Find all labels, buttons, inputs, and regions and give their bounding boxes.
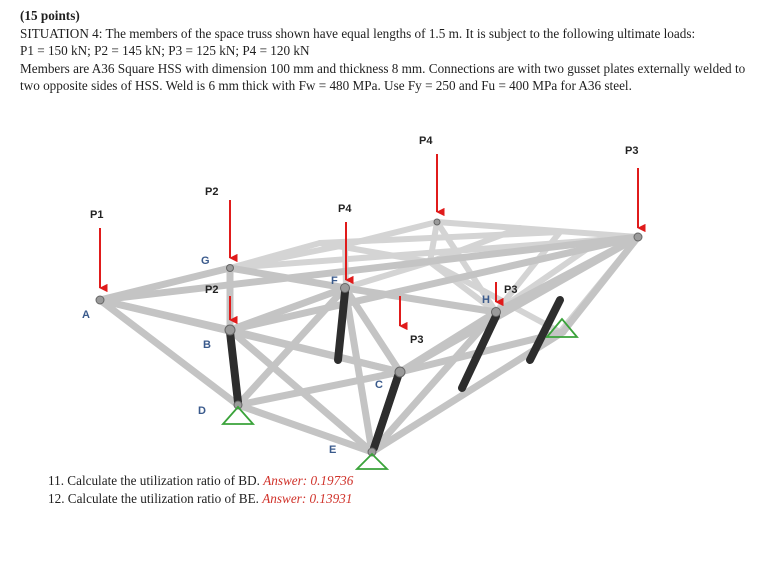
label-p4-right: P4: [419, 135, 433, 147]
points-title: (15 points): [20, 8, 80, 23]
label-p2-top: P2: [205, 186, 219, 198]
node-h: H: [482, 294, 490, 306]
questions-list: [48, 472, 353, 508]
label-p4-left: P4: [338, 203, 352, 215]
node-g: G: [201, 255, 210, 267]
question-11: [48, 472, 353, 490]
question-12: [48, 490, 353, 508]
question-text: Calculate the utilization ratio of BD.: [67, 473, 260, 488]
loads-text: P1 = 150 kN; P2 = 145 kN; P3 = 125 kN; P4 = 120 kN: [20, 43, 310, 58]
members-text: Members are A36 Square HSS with dimension 100 mm and thickness 8 mm. Connections are with two gusset plates externally welded to two opposite sides of HSS. Weld is 6 mm thick with Fw = 480 MPa. Use Fy = 250 and Fu = 400 MPa for A36 steel.: [20, 60, 746, 93]
label-p3-mid: P3: [410, 334, 424, 346]
answer-text: Answer: 0.19736: [263, 473, 354, 488]
situation-text: SITUATION 4: The members of the space truss shown have equal lengths of 1.5 m. It is subject to the following ultimate loads:: [20, 25, 696, 41]
node-c: C: [375, 379, 383, 391]
question-number: 11.: [48, 473, 64, 488]
answer-text: Answer: 0.13931: [262, 491, 353, 506]
label-p3-right: P3: [625, 145, 639, 157]
node-a: A: [82, 309, 90, 321]
node-e: E: [329, 444, 337, 456]
label-p1: P1: [90, 209, 104, 221]
question-text: Calculate the utilization ratio of BE.: [67, 491, 259, 506]
node-b: B: [203, 339, 211, 351]
label-p2-mid: P2: [205, 284, 219, 296]
node-d: D: [198, 405, 206, 417]
label-p3-low: P3: [504, 284, 518, 296]
node-f: F: [331, 275, 338, 287]
question-number: 12.: [48, 491, 65, 506]
